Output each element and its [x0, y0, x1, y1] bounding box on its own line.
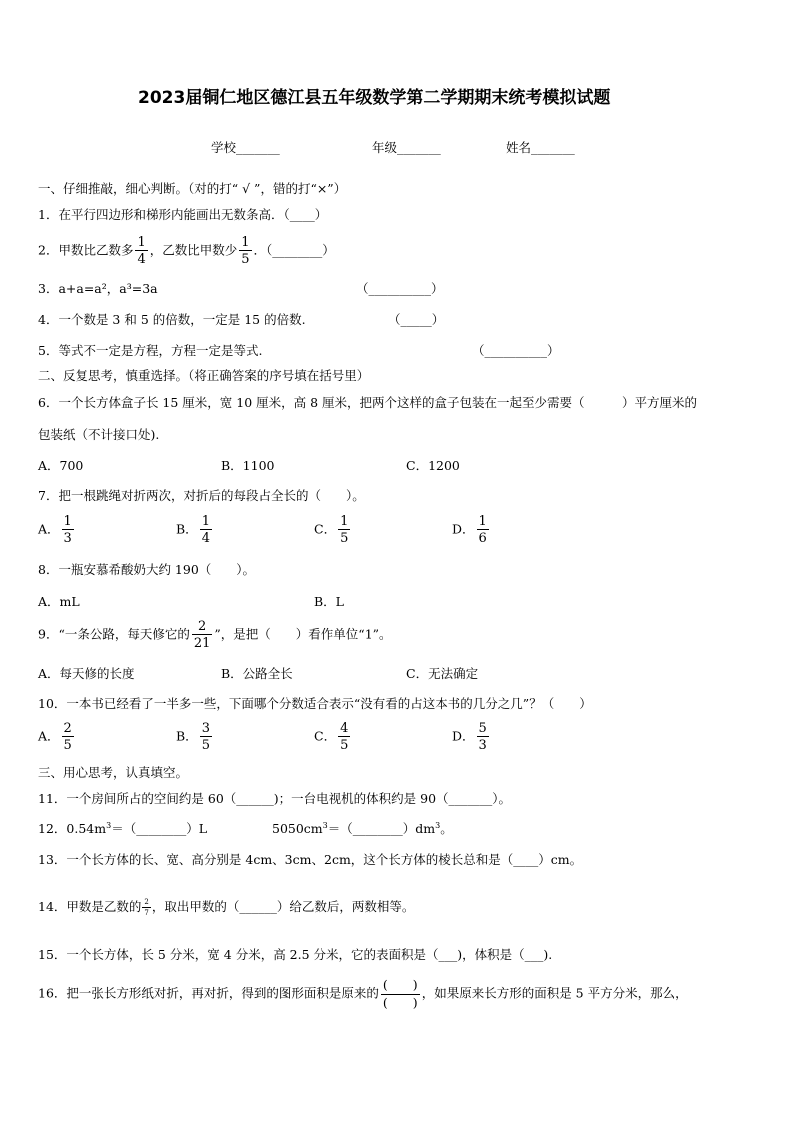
question-1: 1．在平行四边形和梯形内能画出无数条高．（____）: [38, 207, 328, 222]
q9-text-a: 9．“一条公路，每天修它的: [38, 626, 190, 642]
q2-fraction-2: [239, 236, 251, 266]
section-1-heading: 一、仔细推敲，细心判断。（对的打“ √ ”，错的打“×”）: [38, 181, 347, 196]
q10-option-c: [314, 722, 352, 752]
q7-b-denominator: 4: [201, 531, 210, 546]
q10-b-denominator: 5: [201, 738, 210, 753]
q12-a1: 12．0.54m: [38, 821, 107, 836]
q10-d-denominator: 3: [478, 738, 487, 753]
question-12-part-2: [272, 820, 453, 836]
q9-denominator: 21: [193, 636, 211, 651]
q12-b2: ＝（________）dm: [327, 821, 436, 836]
q10-a-label: A．: [38, 728, 60, 744]
q6-option-b: B．1100: [221, 458, 275, 473]
q14-denominator: 7: [144, 908, 149, 917]
q2-text-c: ．（________）: [253, 242, 335, 258]
q10-option-d: [452, 722, 491, 752]
q7-option-b: [176, 515, 214, 545]
q2-text-a: 2．甲数比乙数多: [38, 242, 134, 258]
q2-text-b: ，乙数比甲数少: [149, 242, 238, 258]
q16-text-a: 16．把一张长方形纸对折，再对折，得到的图形面积是原来的: [38, 985, 379, 1001]
q12-a2: ＝（________）L: [111, 821, 207, 836]
q7-a-numerator: 1: [63, 514, 72, 529]
question-10: 10．一本书已经看了一半多一些，下面哪个分数适合表示“没有看的占这本书的几分之几”？（ ）: [38, 696, 592, 711]
question-3-answer: （__________）: [356, 281, 444, 296]
q14-numerator: 2: [144, 897, 149, 906]
q2-numerator-2: 1: [241, 235, 250, 250]
question-3: 3．a+a=a²，a³=3a: [38, 281, 158, 296]
page-title: 2023届铜仁地区德江县五年级数学第二学期期末统考模拟试题: [138, 88, 611, 108]
q2-fraction-1: [135, 236, 147, 266]
question-7: 7．把一根跳绳对折两次，对折后的每段占全长的（ ）。: [38, 488, 365, 503]
q2-denominator-2: 5: [241, 252, 250, 267]
q10-option-b: [176, 722, 214, 752]
q7-c-numerator: 1: [340, 514, 349, 529]
q12-exp-3: 3: [435, 820, 441, 830]
q2-denominator-1: 4: [137, 252, 146, 267]
q9-option-a: A．每天修的长度: [38, 666, 135, 681]
q6-option-a: A．700: [38, 458, 84, 473]
q9-option-b: B．公路全长: [221, 666, 293, 681]
question-16: [38, 979, 688, 1009]
q7-c-label: C．: [314, 521, 337, 537]
q12-exp-1: 3: [106, 820, 112, 830]
q7-d-numerator: 1: [478, 514, 487, 529]
q12-b1: 5050cm: [272, 821, 323, 836]
q6-option-c: C．1200: [406, 458, 460, 473]
question-9: [38, 620, 392, 650]
question-4: 4．一个数是 3 和 5 的倍数，一定是 15 的倍数.: [38, 312, 306, 327]
question-5: 5．等式不一定是方程，方程一定是等式.: [38, 343, 263, 358]
q7-option-d: [452, 515, 491, 545]
question-6-line-2: 包装纸（不计接口处).: [38, 427, 160, 442]
grade-field: 年级_______: [372, 140, 441, 155]
q10-c-denominator: 5: [340, 738, 349, 753]
q16-numerator-blank: ( ): [382, 977, 418, 992]
q7-c-denominator: 5: [340, 531, 349, 546]
q16-text-b: ，如果原来长方形的面积是 5 平方分米，那么，: [421, 985, 688, 1001]
q2-numerator-1: 1: [137, 235, 146, 250]
name-field: 姓名_______: [506, 140, 575, 155]
q7-a-denominator: 3: [63, 531, 72, 546]
q7-a-label: A．: [38, 521, 60, 537]
q8-option-b: B．L: [314, 594, 344, 609]
q10-a-numerator: 2: [63, 721, 72, 736]
question-2: [38, 236, 335, 266]
q9-option-c: C．无法确定: [406, 666, 479, 681]
q16-denominator-blank: ( ): [382, 994, 418, 1010]
question-12-part-1: [38, 820, 207, 836]
section-2-heading: 二、反复思考，慎重选择。（将正确答案的序号填在括号里）: [38, 368, 370, 383]
q10-option-a: [38, 722, 76, 752]
q10-b-numerator: 3: [201, 721, 210, 736]
q10-a-denominator: 5: [63, 738, 72, 753]
school-field: 学校_______: [211, 140, 280, 155]
question-11: 11．一个房间所占的空间约是 60（______)；一台电视机的体积约是 90（_______）。: [38, 791, 512, 806]
q10-b-label: B．: [176, 728, 198, 744]
section-3-heading: 三、用心思考，认真填空。: [38, 765, 189, 780]
q10-c-label: C．: [314, 728, 337, 744]
question-13: 13．一个长方体的长、宽、高分别是 4cm、3cm、2cm，这个长方体的棱长总和是（____）cm。: [38, 852, 583, 867]
question-15: 15．一个长方体，长 5 分米，宽 4 分米，高 2.5 分米，它的表面积是（___)，体积是（___).: [38, 947, 553, 962]
question-5-answer: （__________）: [472, 343, 560, 358]
q7-d-denominator: 6: [478, 531, 487, 546]
q12-exp-2: 3: [322, 820, 328, 830]
q12-b3: 。: [440, 821, 453, 836]
q7-b-label: B．: [176, 521, 198, 537]
question-14: [38, 897, 414, 917]
q10-d-numerator: 5: [478, 721, 487, 736]
q9-numerator: 2: [197, 619, 207, 634]
q10-d-label: D．: [452, 728, 475, 744]
q7-option-a: [38, 515, 76, 545]
q9-text-b: ”，是把（ ）看作单位“1”。: [214, 626, 392, 642]
q7-b-numerator: 1: [201, 514, 210, 529]
question-4-answer: （_____）: [388, 312, 445, 327]
q14-text-a: 14．甲数是乙数的: [38, 899, 142, 914]
q7-option-c: [314, 515, 352, 545]
q8-option-a: A．mL: [38, 594, 80, 609]
question-6-line-1: 6．一个长方体盒子长 15 厘米，宽 10 厘米，高 8 厘米，把两个这样的盒子包装在一起至少需要（ ）平方厘米的: [38, 395, 698, 410]
q10-c-numerator: 4: [340, 721, 349, 736]
q7-d-label: D．: [452, 521, 475, 537]
question-8: 8．一瓶安慕希酸奶大约 190（ ）。: [38, 562, 256, 577]
q14-text-b: ，取出甲数的（______）给乙数后，两数相等。: [151, 899, 415, 914]
